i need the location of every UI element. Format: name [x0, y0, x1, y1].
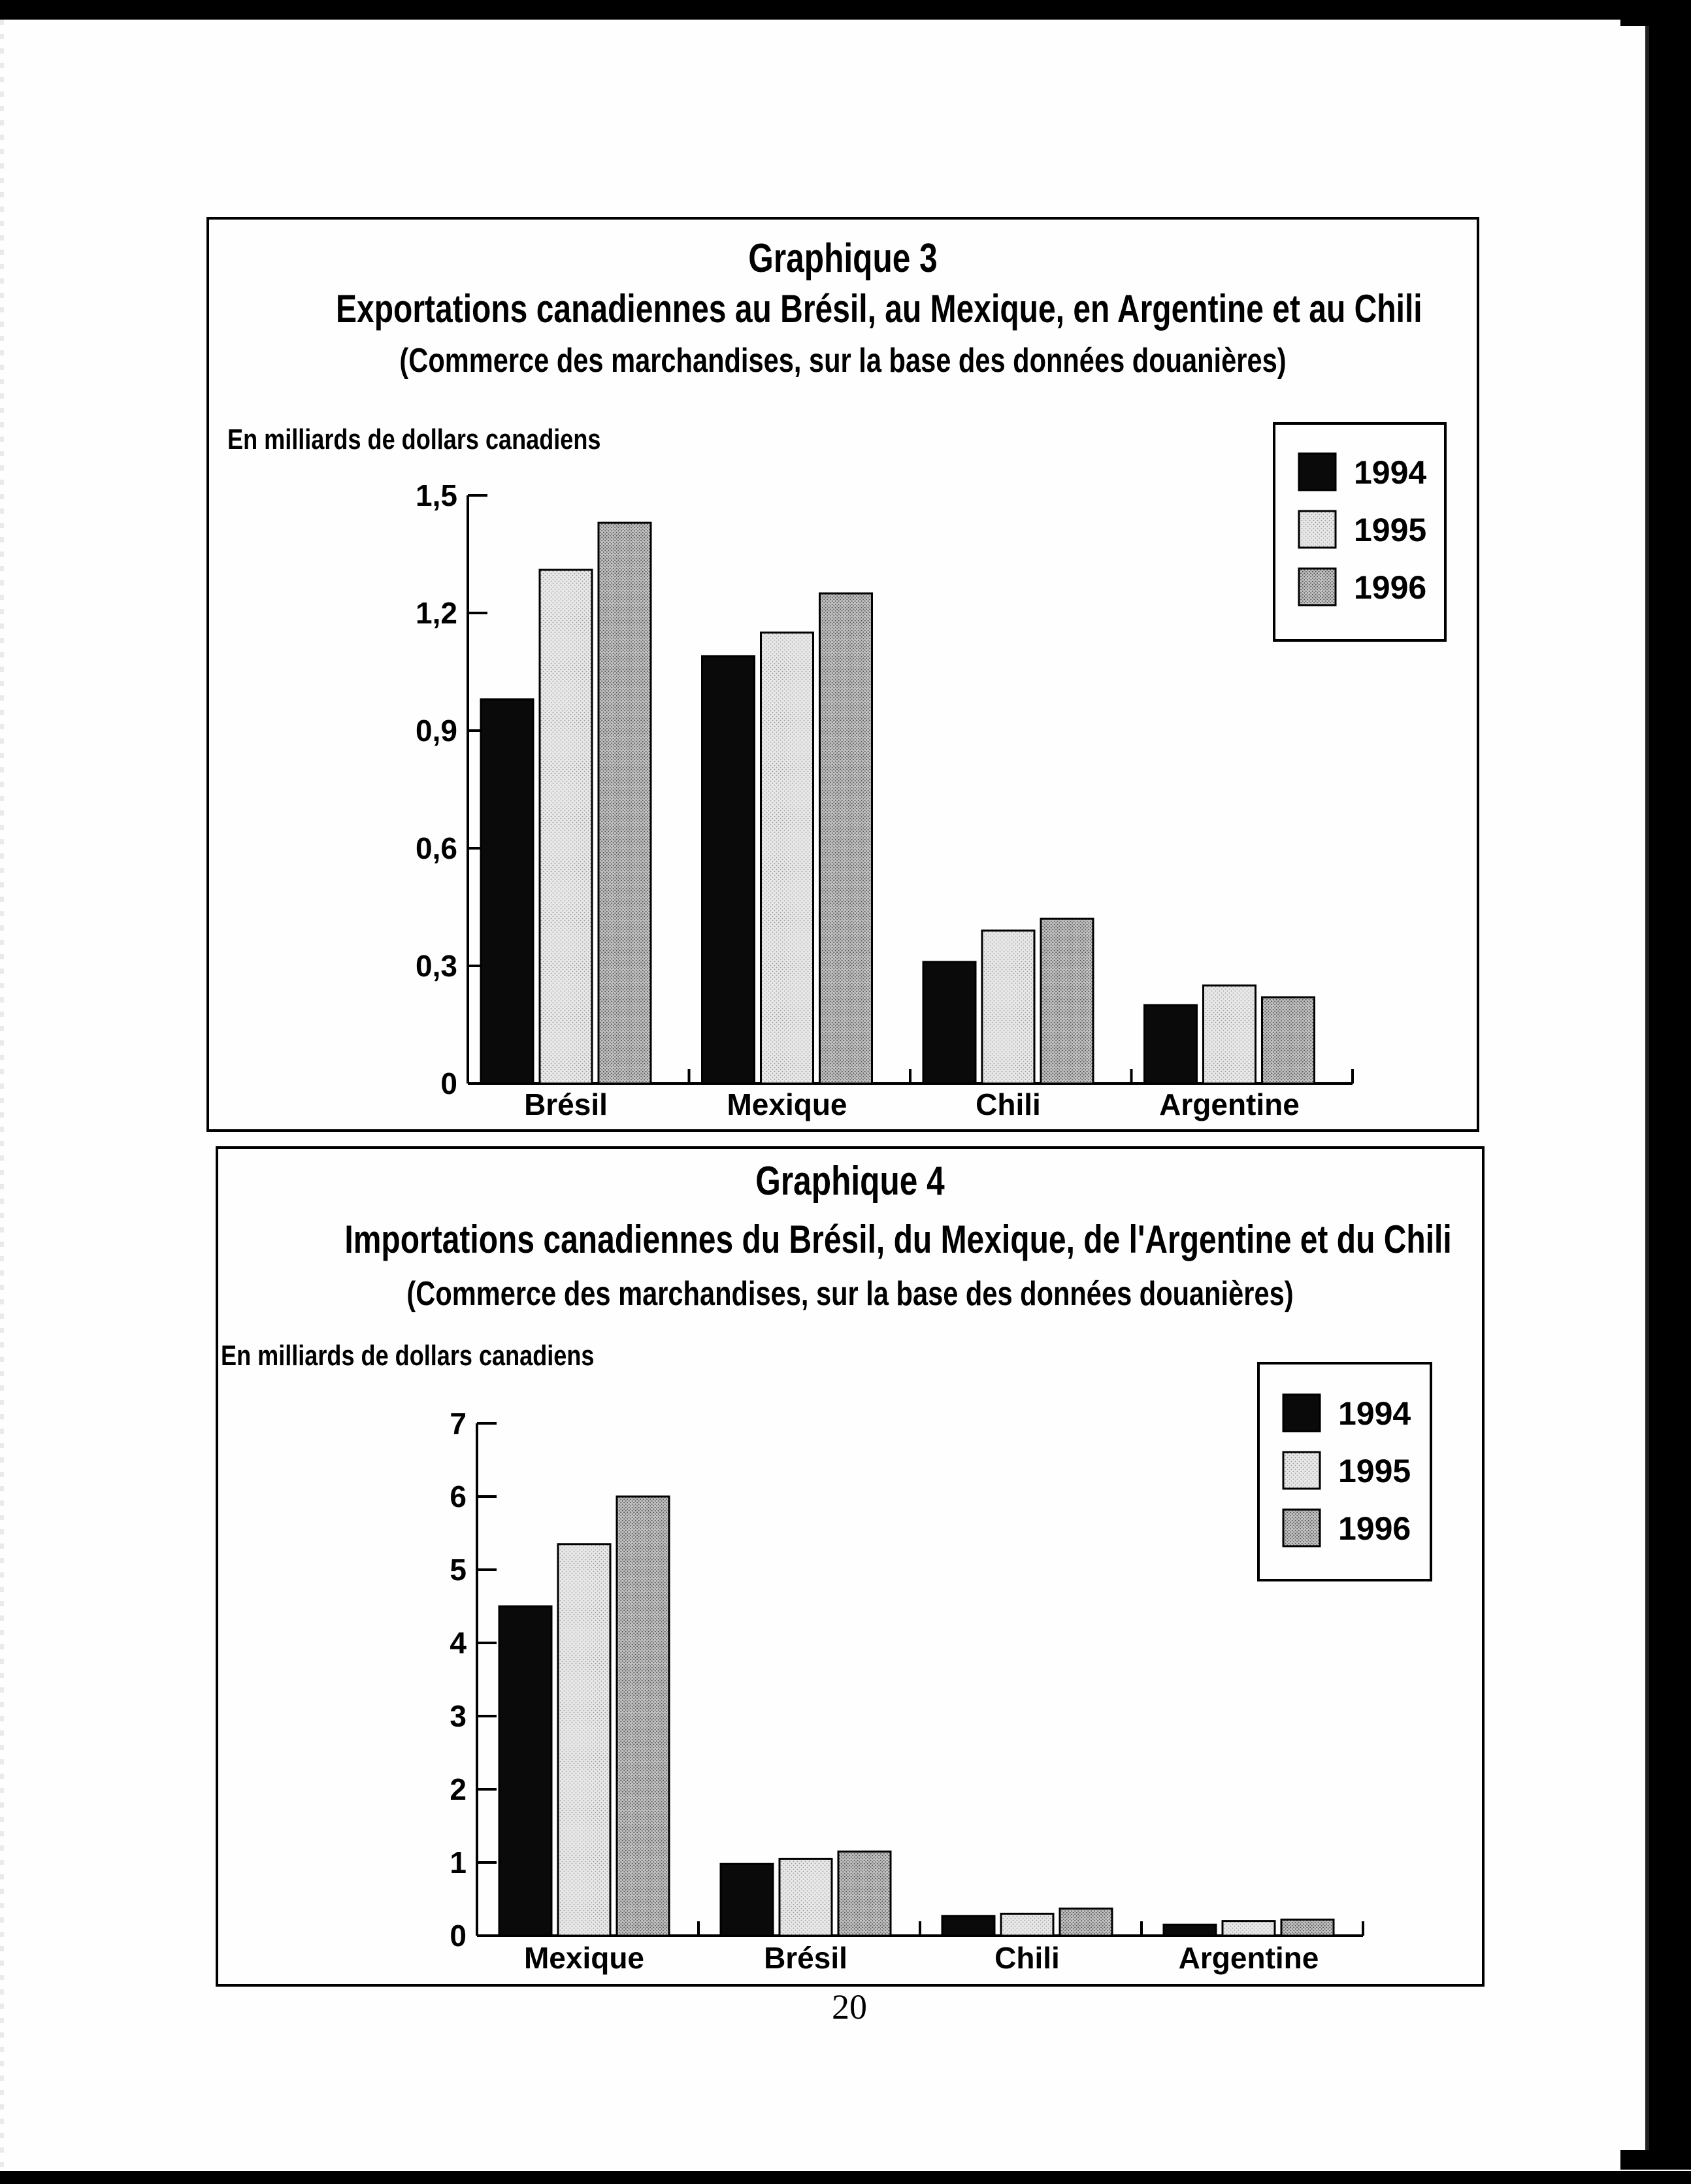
y-tick-label: 4	[450, 1626, 467, 1660]
bar-1994-chili	[923, 962, 976, 1084]
bar-1995-mexique	[558, 1544, 610, 1936]
bar-1995-brsil	[780, 1859, 832, 1936]
bar-1996-argentine	[1281, 1919, 1334, 1936]
legend-swatch-1994	[1283, 1395, 1320, 1431]
y-tick-label: 0	[440, 1067, 457, 1100]
legend-swatch-1996	[1283, 1510, 1320, 1546]
bar-1996-mexique	[820, 593, 872, 1084]
x-category-label: Brésil	[524, 1087, 608, 1121]
chart-title: Importations canadiennes du Brésil, du Mexique, de l'Argentine et du Chili	[344, 1217, 1452, 1261]
bar-1995-chili	[982, 931, 1034, 1084]
legend-label-1994: 1994	[1338, 1395, 1411, 1432]
legend-swatch-1995	[1299, 511, 1336, 548]
bar-1996-mexique	[617, 1497, 669, 1936]
x-category-label: Argentine	[1159, 1087, 1300, 1121]
page-number: 20	[832, 1987, 867, 2027]
chart-subtitle: (Commerce des marchandises, sur la base des données douanières)	[406, 1275, 1294, 1313]
bar-1996-chili	[1060, 1909, 1112, 1936]
bar-1994-mexique	[702, 656, 755, 1084]
y-tick-label: 2	[450, 1772, 467, 1806]
y-tick-label: 6	[450, 1480, 467, 1514]
x-category-label: Chili	[976, 1087, 1041, 1121]
legend-label-1996: 1996	[1354, 569, 1427, 606]
legend-label-1996: 1996	[1338, 1510, 1411, 1547]
y-axis-label: En milliards de dollars canadiens	[221, 1340, 595, 1372]
x-category-label: Mexique	[523, 1941, 645, 1975]
bar-1994-mexique	[499, 1606, 551, 1936]
bar-1994-chili	[942, 1916, 994, 1936]
bar-1994-brsil	[481, 699, 533, 1084]
legend-label-1995: 1995	[1354, 512, 1427, 548]
x-category-label: Argentine	[1178, 1941, 1319, 1975]
bar-chart-exportations	[209, 220, 1477, 1129]
scan-right-page-edge	[1619, 26, 1649, 2150]
chart-subtitle: (Commerce des marchandises, sur la base des données douanières)	[399, 342, 1287, 380]
x-category-label: Brésil	[764, 1941, 847, 1975]
y-tick-label: 1,2	[416, 596, 457, 630]
chart-panel-graphique-4	[216, 1146, 1485, 1987]
bar-1994-brsil	[721, 1864, 773, 1936]
chart-label: Graphique 3	[748, 236, 938, 281]
bar-1996-brsil	[599, 523, 651, 1084]
bar-1995-mexique	[761, 633, 813, 1084]
y-tick-label: 0,9	[416, 714, 457, 748]
scan-left-edge	[0, 20, 4, 2171]
bar-1995-chili	[1001, 1913, 1053, 1936]
legend-swatch-1996	[1299, 569, 1336, 605]
y-tick-label: 5	[450, 1553, 467, 1587]
x-category-label: Mexique	[727, 1087, 847, 1121]
x-category-label: Chili	[994, 1941, 1060, 1975]
bar-1995-argentine	[1204, 985, 1256, 1084]
y-tick-label: 0,6	[416, 831, 457, 865]
bar-1996-chili	[1041, 919, 1093, 1084]
y-tick-label: 1	[450, 1845, 467, 1879]
chart-label: Graphique 4	[755, 1159, 945, 1204]
chart-panel-graphique-3	[206, 217, 1479, 1132]
bar-1996-argentine	[1262, 997, 1315, 1084]
bar-1995-brsil	[540, 570, 592, 1084]
bar-chart-importations	[218, 1149, 1482, 1984]
y-tick-label: 7	[450, 1406, 467, 1440]
legend-swatch-1994	[1299, 454, 1336, 490]
y-axis-label: En milliards de dollars canadiens	[227, 423, 601, 455]
bar-1994-argentine	[1164, 1925, 1216, 1936]
y-tick-label: 3	[450, 1699, 467, 1733]
scan-top-border	[0, 0, 1691, 20]
y-tick-label: 1,5	[416, 478, 457, 512]
bar-1995-argentine	[1223, 1921, 1275, 1936]
legend-swatch-1995	[1283, 1452, 1320, 1489]
y-tick-label: 0	[450, 1919, 467, 1953]
scan-bottom-border	[0, 2171, 1691, 2184]
chart-title: Exportations canadiennes au Brésil, au Mexique, en Argentine et au Chili	[336, 287, 1422, 331]
bar-1994-argentine	[1145, 1005, 1197, 1084]
y-tick-label: 0,3	[416, 949, 457, 983]
legend-label-1994: 1994	[1354, 454, 1427, 491]
bar-1996-brsil	[838, 1851, 891, 1936]
legend-label-1995: 1995	[1338, 1453, 1411, 1489]
